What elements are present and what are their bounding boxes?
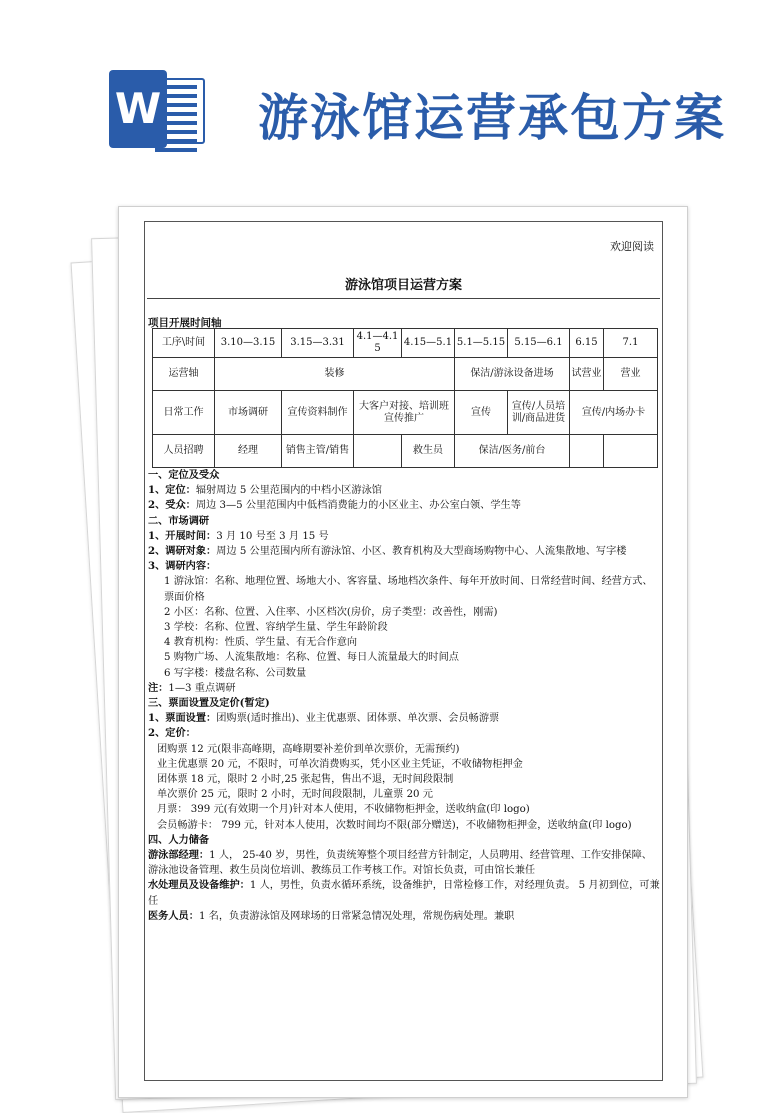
research-item: 3 学校：名称、位置、容纳学生量、学生年龄阶段: [164, 622, 388, 634]
document-frame: [144, 221, 663, 1081]
table-header-cell: 4.15—5.1: [402, 329, 455, 358]
table-row-label: 人员招聘: [153, 435, 215, 468]
role-label: 医务人员：: [148, 909, 199, 922]
table-header-cell: 7.1: [604, 329, 658, 358]
word-logo-letter: W: [109, 70, 167, 148]
role-text: 1 人， 25-40 岁，男性，负责统筹整个项目经营方针制定，人员聘用、经营管理、工作安排保障、游泳池设备管理、救生员岗位培训、教练员工作考核工作。对馆长负责，可由馆长兼任: [148, 850, 652, 877]
note-label: 注：: [148, 681, 169, 694]
research-item: 5 购物广场、人流集散地：名称、位置、每日人流量最大的时间点: [164, 652, 459, 664]
page-header: [0, 0, 780, 200]
table-cell: 宣传/内场办卡: [570, 391, 658, 435]
item-text: 周边 5 公里范围内所有游泳馆、小区、教育机构及大型商场购物中心、人流集散地、写字楼: [216, 546, 627, 558]
role-text: 1 人，男性，负责水循环系统，设备维护，日常检修工作，对经理负责。 5 月初到位，可兼任: [148, 880, 660, 907]
paragraph: [148, 544, 660, 559]
document-page: [118, 206, 688, 1098]
document-title: 游泳馆项目运营方案: [344, 278, 462, 293]
title-divider: [147, 298, 660, 299]
note-text: 1—3 重点调研: [168, 682, 236, 694]
table-header-cell: 6.15: [570, 329, 604, 358]
paragraph: [148, 711, 660, 726]
section-heading: 一、定位及受众: [148, 469, 220, 481]
table-cell: [354, 435, 402, 468]
price-item: 业主优惠票 20 元，不限时，可单次消费购买，凭小区业主凭证，不收储物柜押金: [157, 758, 523, 770]
table-row-label: 日常工作: [153, 391, 215, 435]
table-header-row: [153, 329, 658, 358]
paragraph: [148, 848, 660, 878]
price-item: 单次票价 25 元，限时 2 小时，无时间段限制，儿童票 20 元: [157, 789, 433, 801]
table-row-staff: [153, 435, 658, 468]
research-item: 2 小区：名称、位置、入住率、小区档次(房价，房子类型：改善性，刚需): [164, 606, 498, 618]
table-cell: 宣传资料制作: [282, 391, 354, 435]
table-header-cell: 5.1—5.15: [455, 329, 508, 358]
paragraph: [148, 529, 660, 544]
welcome-text: 欢迎阅读: [610, 240, 654, 253]
item-text: 团购票(适时推出)、业主优惠票、团体票、单次票、会员畅游票: [216, 713, 500, 725]
price-item: 会员畅游卡： 799 元，针对本人使用，次数时间均不限(部分赠送)，不收储物柜押金，送收纳盒(印 logo): [157, 819, 632, 831]
item-label: 2、定价：: [148, 727, 196, 740]
role-label: 游泳部经理：: [148, 849, 210, 862]
table-cell: [604, 435, 658, 468]
table-cell: [570, 435, 604, 468]
table-header-cell: 工序\时间: [153, 329, 215, 358]
table-cell: 宣传: [455, 391, 508, 435]
role-text: 1 名，负责游泳馆及网球场的日常紧急情况处理，常规伤病处理。兼职: [198, 910, 515, 922]
page-main-title: 游泳馆运营承包方案: [258, 89, 726, 147]
section-heading: 四、人力储备: [148, 833, 210, 846]
price-item: 月票： 399 元(有效期一个月)针对本人使用，不收储物柜押金，送收纳盒(印 logo): [157, 804, 530, 816]
research-item: 1 游泳馆：名称、地理位置、场地大小、客容量、场地档次条件、每年开放时间、日常经营时间、经营方式、票面价格: [164, 576, 653, 603]
table-cell: 装修: [215, 358, 455, 391]
table-cell: 保洁/医务/前台: [455, 435, 570, 468]
role-label: 水处理员及设备维护：: [148, 879, 250, 892]
table-cell: 营业: [604, 358, 658, 391]
paragraph: [148, 483, 660, 498]
research-item: 4 教育机构：性质、学生量、有无合作意向: [164, 637, 358, 649]
section-heading: 三、票面设置及定价(暂定): [148, 697, 270, 710]
item-label: 1、开展时间：: [148, 529, 217, 542]
word-logo-icon: [107, 68, 209, 152]
table-cell: 保洁/游泳设备进场: [455, 358, 570, 391]
table-header-cell: 5.15—6.1: [508, 329, 570, 358]
table-row-daily: [153, 391, 658, 435]
item-text: 辐射周边 5 公里范围内的中档小区游泳馆: [195, 485, 382, 497]
document-body: [148, 468, 660, 924]
table-row-label: 运营轴: [153, 358, 215, 391]
table-header-cell: 3.10—3.15: [215, 329, 282, 358]
note: [148, 681, 660, 696]
table-row-ops: [153, 358, 658, 391]
item-text: 3 月 10 号至 3 月 15 号: [216, 530, 329, 542]
price-item: 团体票 18 元，限时 2 小时,25 张起售，售出不退，无时间段限制: [157, 774, 454, 786]
item-text: 周边 3—5 公里范围内中低档消费能力的小区业主、办公室白领、学生等: [195, 500, 521, 512]
paragraph: [148, 909, 660, 924]
table-header-cell: 4.1—4.15: [354, 329, 402, 358]
table-cell: 宣传/人员培训/商品进货: [508, 391, 570, 435]
item-label: 1、票面设置：: [148, 712, 217, 725]
table-header-cell: 3.15—3.31: [282, 329, 354, 358]
item-label: 2、受众：: [148, 499, 196, 512]
timeline-label: 项目开展时间轴: [148, 317, 222, 329]
table-cell: 市场调研: [215, 391, 282, 435]
table-cell: 经理: [215, 435, 282, 468]
table-cell: 试营业: [570, 358, 604, 391]
timeline-table: [152, 328, 658, 468]
section-heading: 二、市场调研: [148, 514, 210, 527]
paragraph: [148, 498, 660, 513]
paragraph: [148, 878, 660, 908]
research-item: 6 写字楼：楼盘名称、公司数量: [164, 667, 307, 679]
item-label: 3、调研内容：: [148, 560, 217, 573]
table-cell: 销售主管/销售: [282, 435, 354, 468]
table-cell: 大客户对接、培训班宣传推广: [354, 391, 455, 435]
table-cell: 救生员: [402, 435, 455, 468]
item-label: 1、定位：: [148, 484, 196, 497]
item-label: 2、调研对象：: [148, 545, 217, 558]
price-item: 团购票 12 元(限非高峰期，高峰期要补差价到单次票价，无需预约): [157, 743, 460, 755]
